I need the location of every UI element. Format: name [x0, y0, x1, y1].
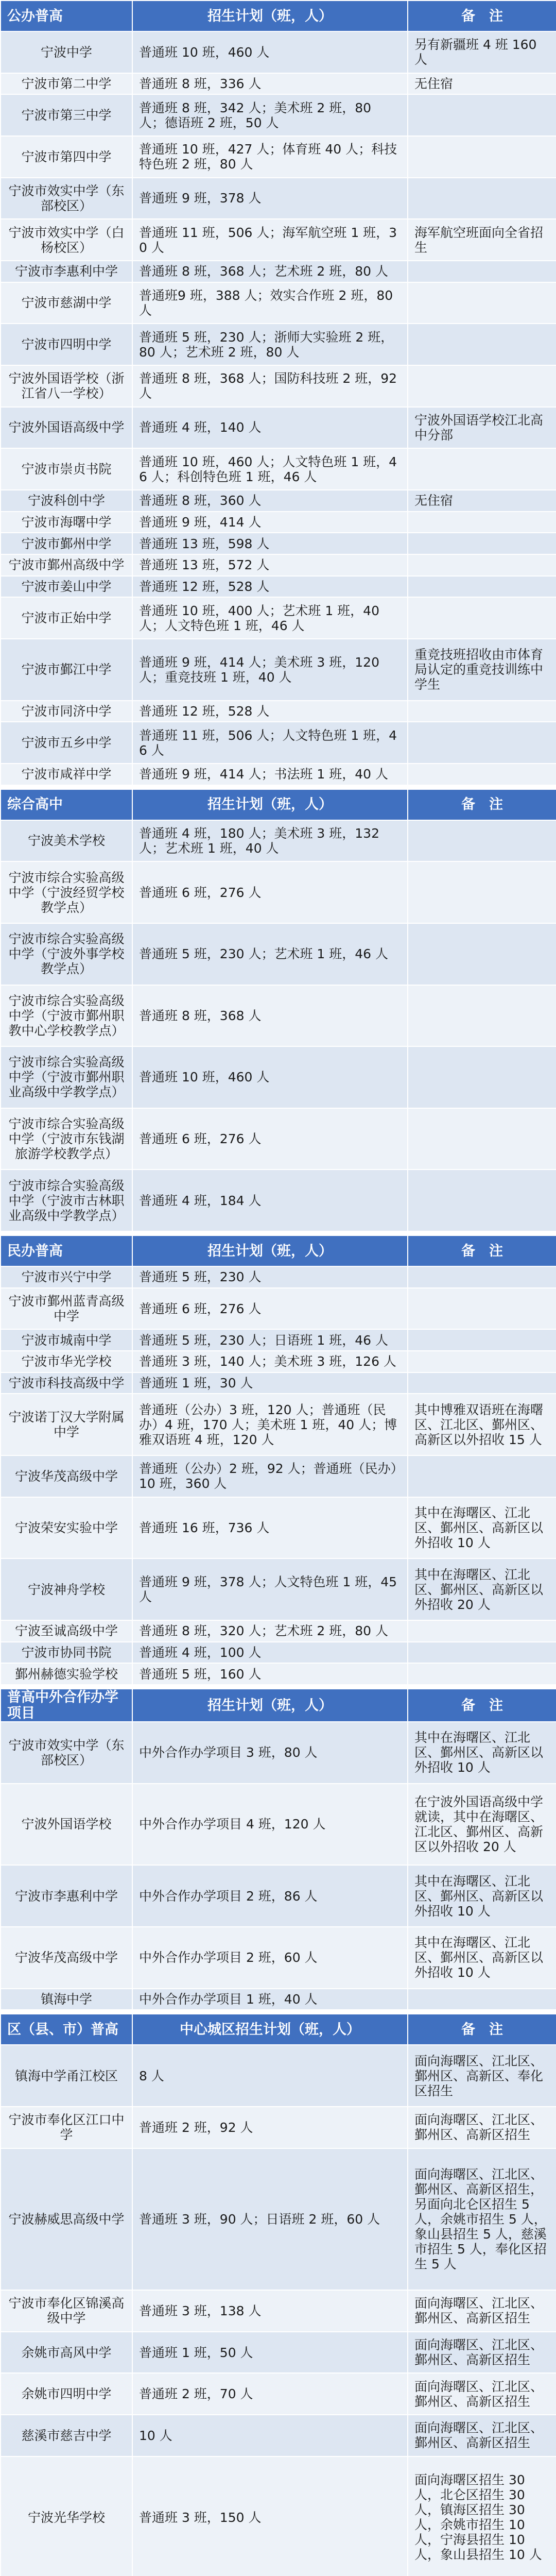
- table-row: [1, 554, 556, 576]
- section-2: [0, 1235, 556, 1685]
- school-name: 宁波市华光学校: [1, 1351, 132, 1372]
- section-table: [0, 1688, 556, 2010]
- table-row: [1, 1455, 556, 1497]
- remarks: 其中在海曙区、江北区、鄞州区、高新区以外招收 10 人: [408, 1497, 556, 1559]
- remarks: [408, 861, 556, 923]
- table-row: [1, 31, 556, 73]
- school-name: 宁波市综合实验高级中学（宁波经贸学校教学点）: [1, 861, 132, 923]
- school-name: 宁波市第二中学: [1, 73, 132, 95]
- header-remarks: 备 注: [408, 2014, 556, 2045]
- table-row: [1, 1642, 556, 1664]
- enrollment-plan: 普通班 8 班，360 人: [132, 490, 408, 512]
- table-row: [1, 722, 556, 764]
- school-name: 镇海中学甬江校区: [1, 2045, 132, 2107]
- remarks: [408, 1620, 556, 1642]
- table-row: [1, 282, 556, 324]
- enrollment-plan: 普通班 3 班，138 人: [132, 2290, 408, 2332]
- table-row: [1, 1394, 556, 1455]
- enrollment-plan: 10 人: [132, 2415, 408, 2456]
- remarks: 海军航空班面向全省招生: [408, 219, 556, 261]
- table-row: [1, 1989, 556, 2010]
- remarks: 宁波外国语学校江北高中分部: [408, 407, 556, 449]
- school-name: 宁波华茂高级中学: [1, 1455, 132, 1497]
- table-row: [1, 639, 556, 701]
- table-row: [1, 2373, 556, 2415]
- table-row: [1, 597, 556, 639]
- enrollment-plan: 普通班 4 班，184 人: [132, 1170, 408, 1231]
- remarks: [408, 1989, 556, 2010]
- remarks: [408, 1329, 556, 1351]
- header-remarks: 备 注: [408, 789, 556, 820]
- enrollment-plan: 中外合作办学项目 4 班，120 人: [132, 1784, 408, 1866]
- table-row: [1, 1558, 556, 1620]
- remarks: [408, 1663, 556, 1685]
- enrollment-plan: 普通班 8 班，368 人；艺术班 2 班，80 人: [132, 261, 408, 282]
- enrollment-plan: 中外合作办学项目 3 班，80 人: [132, 1722, 408, 1784]
- enrollment-plan: 普通班 3 班，90 人；日语班 2 班，60 人: [132, 2148, 408, 2291]
- section-header-row: [1, 789, 556, 820]
- table-row: [1, 2332, 556, 2374]
- remarks: [408, 533, 556, 554]
- enrollment-plan: 普通班 9 班，414 人: [132, 512, 408, 533]
- school-name: 宁波市效实中学（东部校区）: [1, 178, 132, 219]
- school-name: 宁波光华学校: [1, 2456, 132, 2576]
- remarks: [408, 324, 556, 365]
- enrollment-plan: 普通班 9 班，414 人；书法班 1 班，40 人: [132, 764, 408, 785]
- enrollment-plan: 普通班 11 班，506 人；人文特色班 1 班，46 人: [132, 722, 408, 764]
- table-row: [1, 1927, 556, 1989]
- header-category: 普高中外合作办学项目: [1, 1689, 132, 1722]
- table-row: [1, 219, 556, 261]
- table-row: [1, 136, 556, 178]
- header-category: 民办普高: [1, 1235, 132, 1266]
- enrollment-plan: 普通班 5 班，160 人: [132, 1663, 408, 1685]
- school-name: 宁波荣安实验中学: [1, 1497, 132, 1559]
- remarks: 其中在海曙区、江北区、鄞州区、高新区以外招收 20 人: [408, 1558, 556, 1620]
- table-row: [1, 1497, 556, 1559]
- remarks: [408, 365, 556, 407]
- remarks: [408, 1046, 556, 1108]
- school-name: 宁波至诚高级中学: [1, 1620, 132, 1642]
- table-row: [1, 2107, 556, 2148]
- header-remarks: 备 注: [408, 1, 556, 31]
- table-row: [1, 407, 556, 449]
- table-row: [1, 2456, 556, 2576]
- school-name: 宁波外国语高级中学: [1, 407, 132, 449]
- table-row: [1, 512, 556, 533]
- remarks: [408, 923, 556, 985]
- school-name: 宁波市姜山中学: [1, 576, 132, 598]
- school-name: 宁波市鄞州中学: [1, 533, 132, 554]
- enrollment-plan: 普通班 10 班，460 人；人文特色班 1 班，46 人；科创特色班 1 班，46 人: [132, 448, 408, 490]
- table-row: [1, 261, 556, 282]
- enrollment-plan: 普通班 3 班，150 人: [132, 2456, 408, 2576]
- enrollment-plan: 普通班 4 班，140 人: [132, 407, 408, 449]
- section-table: [0, 2013, 556, 2576]
- remarks: [408, 1351, 556, 1372]
- enrollment-plan: 普通班 9 班，378 人: [132, 178, 408, 219]
- remarks: [408, 985, 556, 1047]
- enrollment-plan: 普通班 8 班，368 人；国防科技班 2 班，92 人: [132, 365, 408, 407]
- enrollment-plan: 普通班 9 班，378 人；人文特色班 1 班，45 人: [132, 1558, 408, 1620]
- table-row: [1, 94, 556, 136]
- table-row: [1, 1266, 556, 1288]
- school-name: 宁波市五乡中学: [1, 722, 132, 764]
- table-row: [1, 2148, 556, 2291]
- school-name: 宁波市慈湖中学: [1, 282, 132, 324]
- school-name: 宁波市综合实验高级中学（宁波市东钱湖旅游学校教学点）: [1, 1108, 132, 1170]
- remarks: [408, 701, 556, 722]
- enrollment-plan: 普通班 8 班，336 人: [132, 73, 408, 95]
- enrollment-plan: 普通班（公办）2 班，92 人；普通班（民办）10 班，360 人: [132, 1455, 408, 1497]
- table-row: [1, 1865, 556, 1927]
- remarks: 面向海曙区、江北区、鄞州区、高新区招生: [408, 2290, 556, 2332]
- table-row: [1, 861, 556, 923]
- school-name: 宁波市综合实验高级中学（宁波市古林职业高级中学教学点）: [1, 1170, 132, 1231]
- school-name: 余姚市高风中学: [1, 2332, 132, 2374]
- header-plan: 招生计划（班，人）: [132, 1, 408, 31]
- enrollment-plan: 普通班（公办）3 班，120 人；普通班（民办）4 班，170 人；美术班 1 班，40 人；博雅双语班 4 班，120 人: [132, 1394, 408, 1455]
- table-row: [1, 1108, 556, 1170]
- school-name: 宁波市第三中学: [1, 94, 132, 136]
- school-name: 镇海中学: [1, 1989, 132, 2010]
- enrollment-plan: 普通班 10 班，400 人；艺术班 1 班，40 人；人文特色班 1 班，46 人: [132, 597, 408, 639]
- enrollment-plan: 普通班 8 班，342 人；美术班 2 班，80 人；德语班 2 班，50 人: [132, 94, 408, 136]
- school-name: 宁波外国语学校: [1, 1784, 132, 1866]
- table-row: [1, 2415, 556, 2456]
- school-name: 宁波市综合实验高级中学（宁波市鄞州职业高级中学教学点）: [1, 1046, 132, 1108]
- school-name: 宁波市奉化区锦溪高级中学: [1, 2290, 132, 2332]
- remarks: 其中在海曙区、江北区、鄞州区、高新区以外招收 10 人: [408, 1722, 556, 1784]
- school-name: 宁波市兴宁中学: [1, 1266, 132, 1288]
- header-plan: 中心城区招生计划（班，人）: [132, 2014, 408, 2045]
- remarks: [408, 512, 556, 533]
- remarks: [408, 1288, 556, 1330]
- table-row: [1, 2045, 556, 2107]
- header-remarks: 备 注: [408, 1689, 556, 1722]
- enrollment-plan: 普通班 2 班，92 人: [132, 2107, 408, 2148]
- enrollment-plan: 普通班 6 班，276 人: [132, 1108, 408, 1170]
- school-name: 宁波市鄞州蓝青高级中学: [1, 1288, 132, 1330]
- school-name: 宁波市科技高级中学: [1, 1372, 132, 1394]
- remarks: 面向海曙区招生 30 人，北仑区招生 30 人，镇海区招生 30 人，余姚市招生 10 人，宁海县招生 10 人，象山县招生 10 人: [408, 2456, 556, 2576]
- header-plan: 招生计划（班，人）: [132, 1689, 408, 1722]
- table-row: [1, 764, 556, 785]
- enrollment-plan: 普通班 5 班，230 人；艺术班 1 班，46 人: [132, 923, 408, 985]
- school-name: 慈溪市慈吉中学: [1, 2415, 132, 2456]
- remarks: [408, 94, 556, 136]
- enrollment-plan: 普通班 6 班，276 人: [132, 861, 408, 923]
- enrollment-plan: 普通班 6 班，276 人: [132, 1288, 408, 1330]
- school-name: 宁波市四明中学: [1, 324, 132, 365]
- remarks: [408, 261, 556, 282]
- school-name: 宁波中学: [1, 31, 132, 73]
- header-plan: 招生计划（班，人）: [132, 789, 408, 820]
- section-header-row: [1, 1235, 556, 1266]
- table-row: [1, 1170, 556, 1231]
- remarks: [408, 178, 556, 219]
- remarks: [408, 764, 556, 785]
- remarks: 其中在海曙区、江北区、鄞州区、高新区以外招收 10 人: [408, 1927, 556, 1989]
- section-0: [0, 0, 556, 786]
- enrollment-plan: 普通班 13 班，598 人: [132, 533, 408, 554]
- section-table: [0, 1235, 556, 1685]
- remarks: 其中在海曙区、江北区、鄞州区、高新区以外招收 10 人: [408, 1865, 556, 1927]
- enrollment-plan: 普通班 8 班，320 人；艺术班 2 班，80 人: [132, 1620, 408, 1642]
- table-row: [1, 73, 556, 95]
- school-name: 宁波市同济中学: [1, 701, 132, 722]
- school-name: 宁波赫威思高级中学: [1, 2148, 132, 2291]
- enrollment-plan: 普通班 3 班，140 人；美术班 3 班，126 人: [132, 1351, 408, 1372]
- school-name: 宁波市李惠利中学: [1, 1865, 132, 1927]
- remarks: [408, 1455, 556, 1497]
- table-row: [1, 1784, 556, 1866]
- table-row: [1, 820, 556, 862]
- school-name: 宁波华茂高级中学: [1, 1927, 132, 1989]
- enrollment-plan: 普通班 13 班，572 人: [132, 554, 408, 576]
- table-row: [1, 576, 556, 598]
- school-name: 宁波市城南中学: [1, 1329, 132, 1351]
- remarks: [408, 1108, 556, 1170]
- school-name: 宁波市咸祥中学: [1, 764, 132, 785]
- school-name: 宁波市综合实验高级中学（宁波市鄞州职教中心学校教学点）: [1, 985, 132, 1047]
- enrollment-plan: 普通班 10 班，460 人: [132, 1046, 408, 1108]
- school-name: 宁波诺丁汉大学附属中学: [1, 1394, 132, 1455]
- enrollment-plan: 普通班 10 班，427 人；体育班 40 人；科技特色班 2 班，80 人: [132, 136, 408, 178]
- table-row: [1, 324, 556, 365]
- table-row: [1, 1046, 556, 1108]
- school-name: 宁波科创中学: [1, 490, 132, 512]
- remarks: 另有新疆班 4 班 160 人: [408, 31, 556, 73]
- header-plan: 招生计划（班，人）: [132, 1235, 408, 1266]
- section-3: [0, 1688, 556, 2010]
- school-name: 宁波市李惠利中学: [1, 261, 132, 282]
- table-row: [1, 365, 556, 407]
- enrollment-plan: 普通班 5 班，230 人: [132, 1266, 408, 1288]
- header-remarks: 备 注: [408, 1235, 556, 1266]
- remarks: 面向海曙区、江北区、鄞州区、高新区招生: [408, 2373, 556, 2415]
- section-1: [0, 789, 556, 1232]
- remarks: [408, 820, 556, 862]
- enrollment-plan: 中外合作办学项目 1 班，40 人: [132, 1989, 408, 2010]
- enrollment-plan: 普通班 4 班，180 人；美术班 3 班，132 人；艺术班 1 班，40 人: [132, 820, 408, 862]
- school-name: 宁波美术学校: [1, 820, 132, 862]
- school-name: 鄞州赫德实验学校: [1, 1663, 132, 1685]
- remarks: 面向海曙区、江北区、鄞州区、高新区招生: [408, 2107, 556, 2148]
- section-table: [0, 789, 556, 1232]
- enrollment-plan: 普通班 4 班，100 人: [132, 1642, 408, 1664]
- table-row: [1, 1722, 556, 1784]
- enrollment-plan: 普通班 16 班，736 人: [132, 1497, 408, 1559]
- school-name: 宁波市鄞州高级中学: [1, 554, 132, 576]
- school-name: 宁波市协同书院: [1, 1642, 132, 1664]
- school-name: 宁波市奉化区江口中学: [1, 2107, 132, 2148]
- remarks: [408, 1170, 556, 1231]
- enrollment-plan: 普通班 5 班，230 人；日语班 1 班，46 人: [132, 1329, 408, 1351]
- enrollment-plan: 普通班 2 班，70 人: [132, 2373, 408, 2415]
- remarks: [408, 1372, 556, 1394]
- school-name: 宁波市综合实验高级中学（宁波外事学校教学点）: [1, 923, 132, 985]
- remarks: [408, 722, 556, 764]
- section-header-row: [1, 1, 556, 31]
- school-name: 宁波外国语学校（浙江省八一学校）: [1, 365, 132, 407]
- remarks: 面向海曙区、江北区、鄞州区、高新区、奉化区招生: [408, 2045, 556, 2107]
- remarks: [408, 1642, 556, 1664]
- enrollment-plan: 普通班 1 班，30 人: [132, 1372, 408, 1394]
- header-category: 公办普高: [1, 1, 132, 31]
- table-row: [1, 1329, 556, 1351]
- enrollment-plan: 普通班 12 班，528 人: [132, 576, 408, 598]
- remarks: [408, 282, 556, 324]
- enrollment-plan: 8 人: [132, 2045, 408, 2107]
- remarks: 无住宿: [408, 490, 556, 512]
- school-name: 宁波市效实中学（白杨校区）: [1, 219, 132, 261]
- section-table: [0, 0, 556, 786]
- remarks: [408, 1266, 556, 1288]
- remarks: 面向海曙区、江北区、鄞州区、高新区招生: [408, 2415, 556, 2456]
- enrollment-plan: 普通班 5 班，230 人；浙师大实验班 2 班，80 人；艺术班 2 班，80 人: [132, 324, 408, 365]
- table-row: [1, 2290, 556, 2332]
- remarks: 面向海曙区、江北区、鄞州区、高新区招生: [408, 2332, 556, 2374]
- enrollment-plan: 中外合作办学项目 2 班，86 人: [132, 1865, 408, 1927]
- table-row: [1, 1663, 556, 1685]
- remarks: [408, 576, 556, 598]
- enrollment-plan: 普通班 1 班，50 人: [132, 2332, 408, 2374]
- header-category: 综合高中: [1, 789, 132, 820]
- section-header-row: [1, 1689, 556, 1722]
- table-row: [1, 1351, 556, 1372]
- school-name: 宁波市正始中学: [1, 597, 132, 639]
- school-name: 宁波市效实中学（东部校区）: [1, 1722, 132, 1784]
- table-row: [1, 448, 556, 490]
- remarks: [408, 597, 556, 639]
- table-row: [1, 490, 556, 512]
- enrollment-plan: 普通班 12 班，528 人: [132, 701, 408, 722]
- remarks: 面向海曙区、江北区、鄞州区、高新区招生，另面向北仑区招生 5 人，余姚市招生 5 人，象山县招生 5 人，慈溪市招生 5 人，奉化区招生 5 人: [408, 2148, 556, 2291]
- school-name: 宁波市鄞江中学: [1, 639, 132, 701]
- enrollment-plan: 普通班 10 班，460 人: [132, 31, 408, 73]
- table-row: [1, 985, 556, 1047]
- table-row: [1, 1288, 556, 1330]
- remarks: 无住宿: [408, 73, 556, 95]
- header-category: 区（县、市）普高: [1, 2014, 132, 2045]
- section-header-row: [1, 2014, 556, 2045]
- remarks: 其中博雅双语班在海曙区、江北区、鄞州区、高新区以外招收 15 人: [408, 1394, 556, 1455]
- remarks: [408, 554, 556, 576]
- school-name: 宁波神舟学校: [1, 1558, 132, 1620]
- table-row: [1, 701, 556, 722]
- school-name: 宁波市第四中学: [1, 136, 132, 178]
- enrollment-plan: 普通班 11 班，506 人；海军航空班 1 班，30 人: [132, 219, 408, 261]
- table-row: [1, 923, 556, 985]
- table-row: [1, 533, 556, 554]
- school-name: 宁波市海曙中学: [1, 512, 132, 533]
- section-4: [0, 2013, 556, 2576]
- enrollment-plan: 普通班9 班，388 人；效实合作班 2 班，80 人: [132, 282, 408, 324]
- table-row: [1, 1620, 556, 1642]
- enrollment-plan: 普通班 8 班，368 人: [132, 985, 408, 1047]
- remarks: [408, 136, 556, 178]
- table-row: [1, 1372, 556, 1394]
- table-row: [1, 178, 556, 219]
- school-name: 宁波市崇贞书院: [1, 448, 132, 490]
- enrollment-plan: 中外合作办学项目 2 班，60 人: [132, 1927, 408, 1989]
- enrollment-plan: 普通班 9 班，414 人；美术班 3 班，120 人；重竞技班 1 班，40 人: [132, 639, 408, 701]
- remarks: 重竞技班招收由市体育局认定的重竞技训练中学生: [408, 639, 556, 701]
- remarks: 在宁波外国语高级中学就读，其中在海曙区、江北区、鄞州区、高新区以外招收 20 人: [408, 1784, 556, 1866]
- remarks: [408, 448, 556, 490]
- school-name: 余姚市四明中学: [1, 2373, 132, 2415]
